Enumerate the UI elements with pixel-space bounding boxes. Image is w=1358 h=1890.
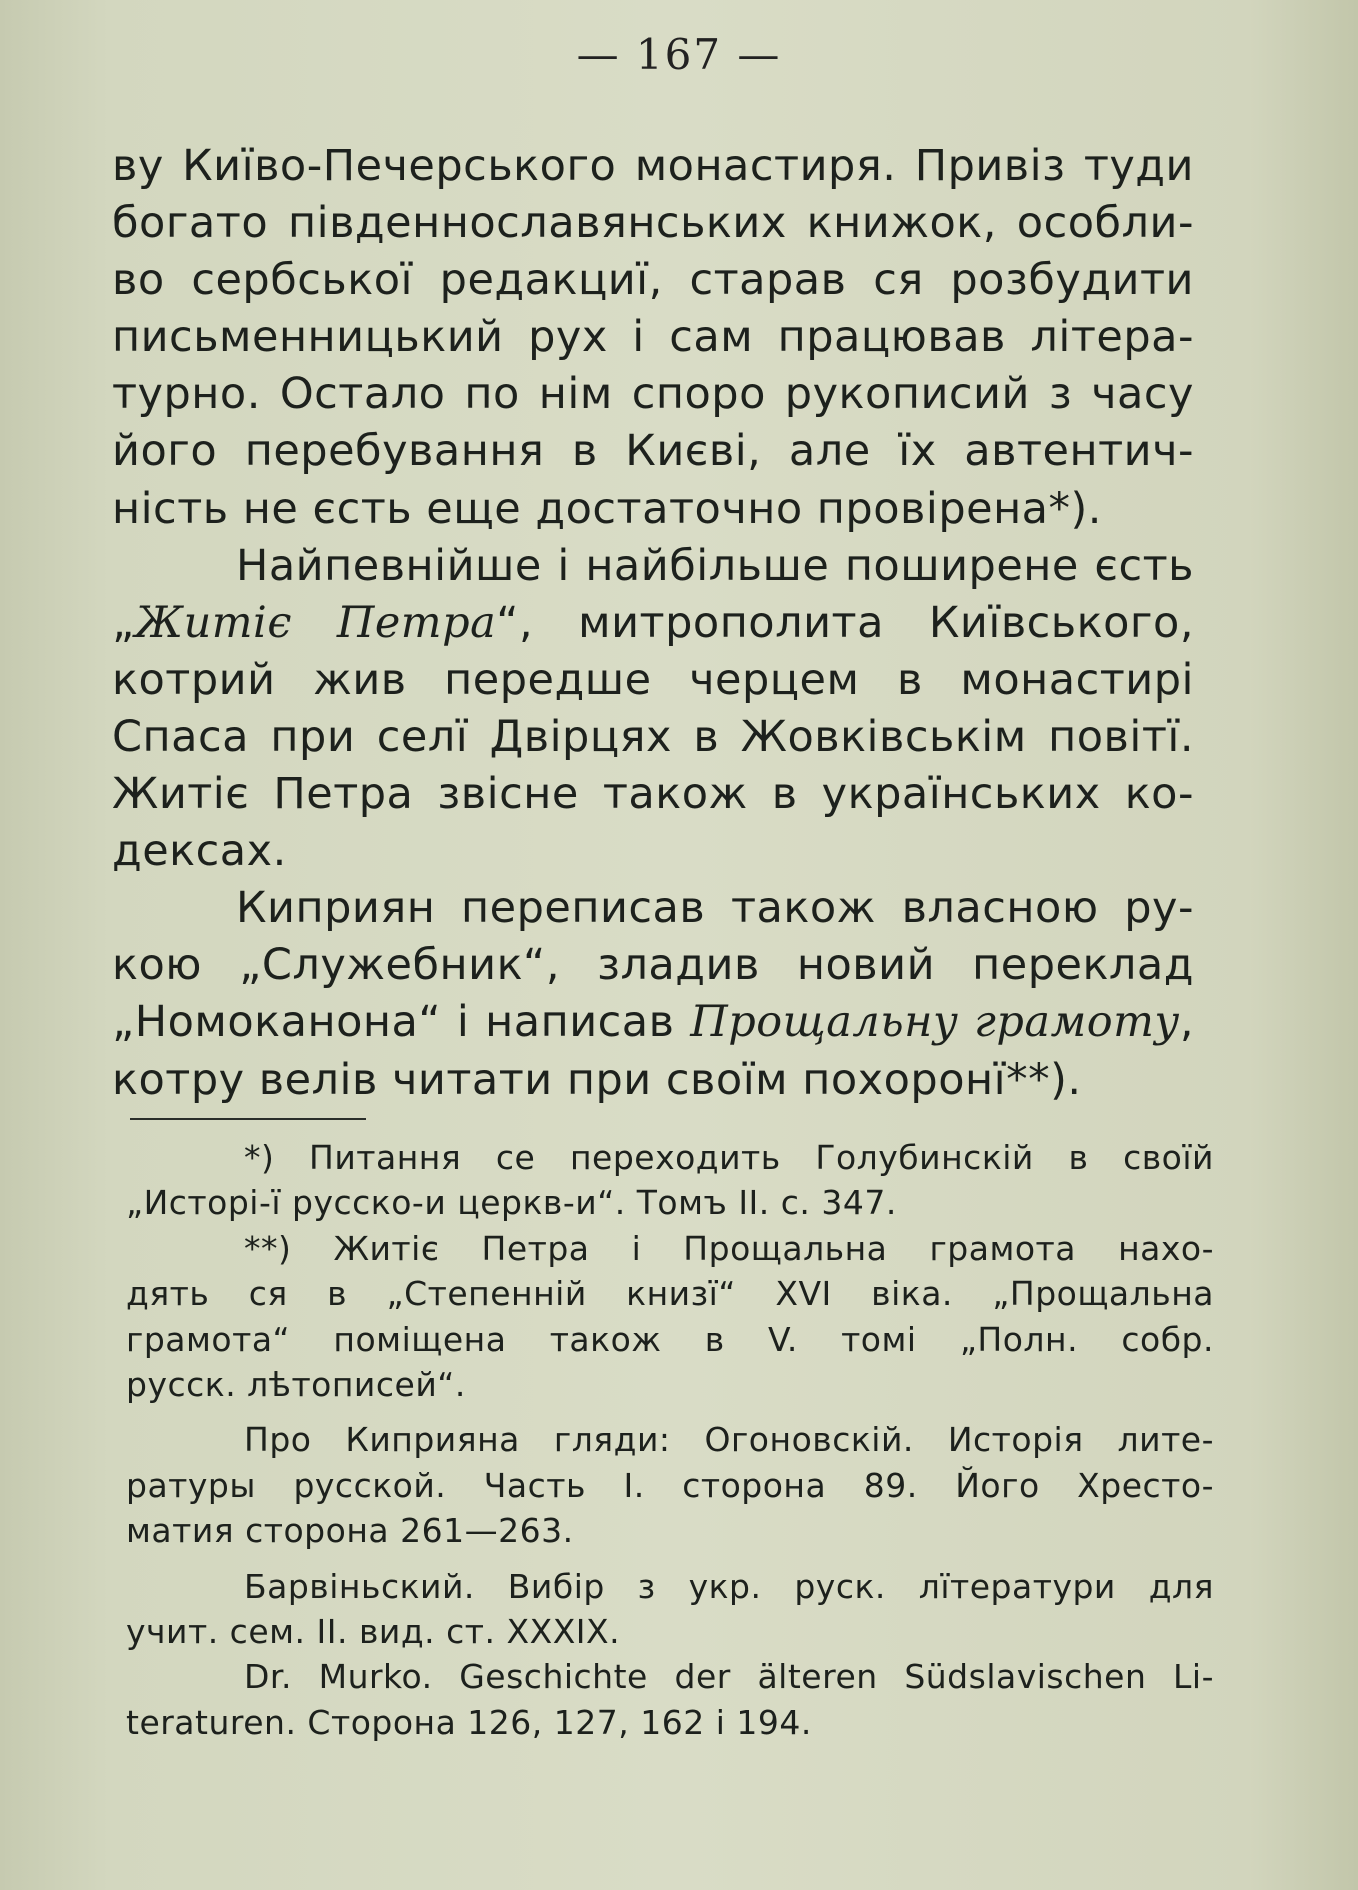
footnote-line: Про Киприяна гляди: Огоновскій. Исторія лите- [244,1420,1214,1460]
footnote-line: teraturen. Сторона 126, 127, 162 і 194. [126,1702,812,1742]
text-line: Спаса при селї Двірцях в Жовківськім повітї. [112,711,1194,762]
footnote-line: дять ся в „Степенній книзї“ XVI віка. „Прощальна [126,1274,1214,1314]
italic-title-zhytie-petra: Житіє Петра [134,597,497,648]
italic-title-proshchalna-hramota: Прощальну грамоту [690,997,1180,1048]
text-line: Найпевнійше і найбільше поширене єсть [236,540,1194,591]
text-line: котру велів читати при своїм похоронї**). [112,1054,1082,1105]
main-text [112,138,1194,1109]
text-line-with-italic: „Номоканона“ і написав Прощальну грамоту, [112,997,1195,1048]
text-line: письменницький рух і сам працював літера- [112,312,1194,363]
footnote-line: Dr. Murko. Geschichte der älteren Südslavischen Li- [244,1657,1214,1697]
text-line: ність не єсть еще достаточно провірена*). [112,483,1102,534]
page-number: — 167 — [576,30,782,79]
text-line: котрий жив передше черцем в монастирі [112,654,1194,705]
footnote-line: матия сторона 261—263. [126,1511,574,1551]
footnote-divider [130,1118,366,1120]
text-line: турно. Остало по нім споро рукописий з часу [112,369,1194,420]
text-line: його перебування в Києві, але їх автентич- [112,426,1194,477]
text-line: Житіє Петра звісне також в українських ко- [112,769,1194,820]
footnote-line: „Исторі-ї русско-и церкв-и“. Томъ II. с. 347. [126,1183,897,1223]
text-line: ву Київо-Печерського монастиря. Привіз туди [112,141,1194,191]
text-line: Киприян переписав також власною ру- [236,883,1194,934]
footnote-line: **) Житіє Петра і Прощальна грамота нахо- [244,1228,1214,1268]
footnote-line: грамота“ поміщена також в V. томі „Полн. собр. [126,1319,1214,1359]
text-line: во сербської редакциї, старав ся розбудити [112,255,1194,306]
footnote-line: русск. лѣтописей“. [126,1364,466,1404]
text-line: дексах. [112,826,287,877]
footnote-line: *) Питання се переходить Голубинскій в своїй [244,1138,1214,1177]
text-line: кою „Служебник“, зладив новий переклад [112,940,1194,991]
footnote-line: Барвіньский. Вибір з укр. руск. лїтератури для [244,1566,1214,1606]
text-line-with-italic: „Житіє Петра“, митрополита Київського, [112,597,1194,648]
text-line: богато південнославянських книжок, особли- [112,198,1194,249]
footnotes [126,1135,1214,1745]
footnote-line: учит. сем. II. вид. ст. XXXIX. [126,1611,621,1651]
footnote-line: ратуры русской. Часть I. сторона 89. Його Хресто- [126,1465,1214,1505]
